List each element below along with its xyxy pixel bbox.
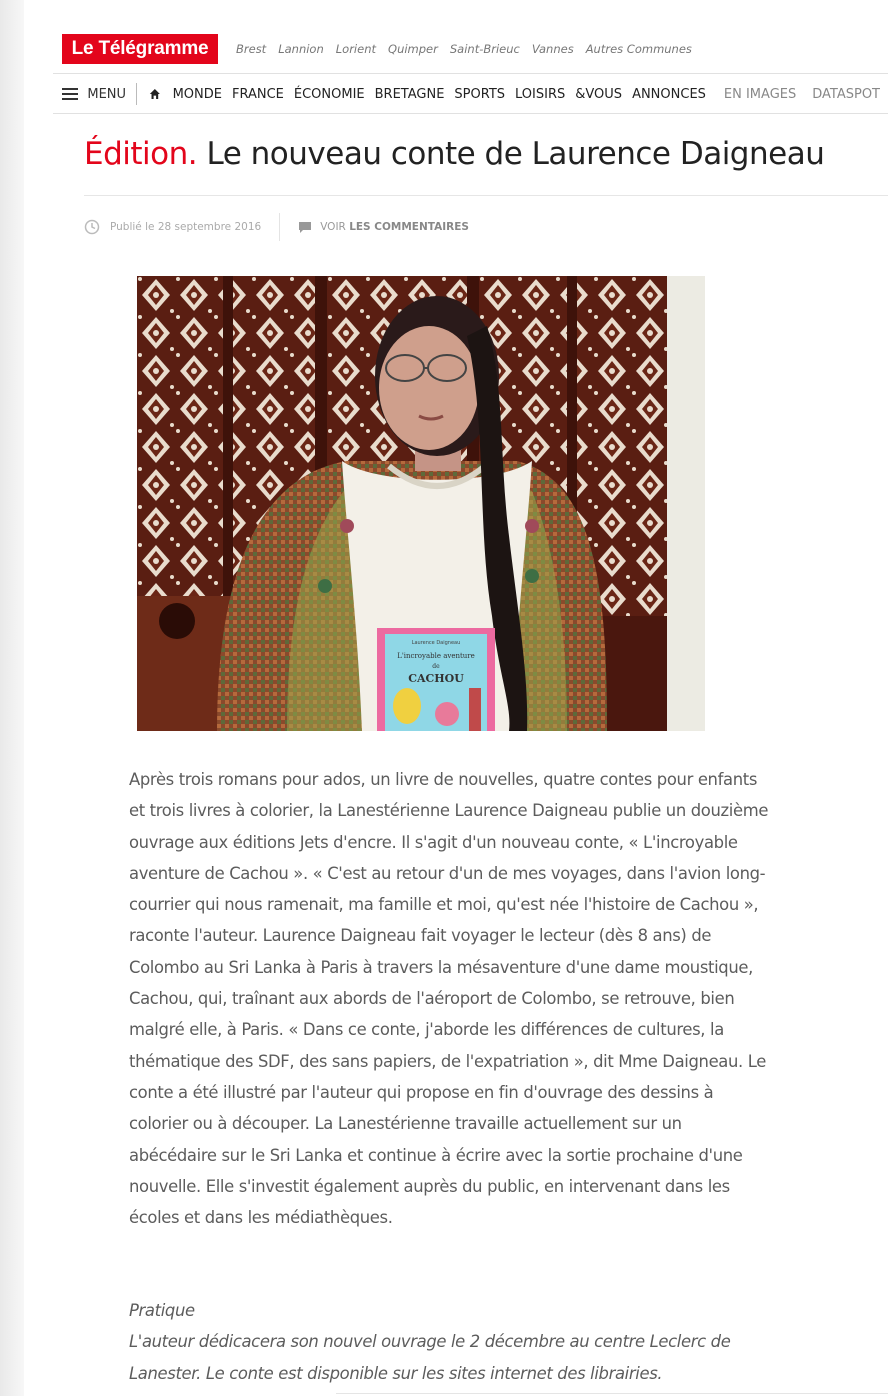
main-nav [62, 82, 888, 106]
article-photo [137, 276, 705, 731]
commune-link-lorient[interactable]: Lorient [335, 42, 377, 56]
article-body [129, 764, 769, 1233]
commune-link-lannion[interactable]: Lannion [278, 42, 324, 56]
nav-separator [136, 83, 137, 105]
page-left-gutter [0, 0, 24, 1396]
clock-icon [84, 219, 100, 235]
nav-item-sports[interactable]: SPORTS [454, 86, 506, 102]
comment-icon[interactable] [298, 221, 312, 234]
view-comments-prefix: VOIR [320, 221, 346, 233]
home-icon[interactable] [149, 87, 161, 101]
nav-item-en-images[interactable]: EN IMAGES [723, 86, 797, 102]
footer-divider [336, 1393, 888, 1394]
nav-divider-bottom [53, 113, 888, 114]
article-kicker: Édition. [84, 136, 198, 172]
nav-item-vous[interactable]: &VOUS [575, 86, 623, 102]
nav-item-annonces[interactable]: ANNONCES [632, 86, 706, 102]
commune-link-brest[interactable]: Brest [236, 42, 267, 56]
view-comments-label: LES COMMENTAIRES [349, 221, 469, 233]
nav-item-economie[interactable]: ÉCONOMIE [293, 86, 365, 102]
article-title-text: Le nouveau conte de Laurence Daigneau [206, 136, 825, 172]
nav-item-france[interactable]: FRANCE [231, 86, 284, 102]
pratique-label: Pratique [129, 1301, 195, 1320]
book-title-line2: de [432, 663, 440, 670]
nav-item-loisirs[interactable]: LOISIRS [515, 86, 566, 102]
nav-item-monde[interactable]: MONDE [172, 86, 222, 102]
meta-separator [279, 213, 280, 241]
article-title [84, 132, 888, 176]
nav-item-dataspot[interactable]: DATASPOT [812, 86, 880, 102]
pratique-text: L'auteur dédicacera son nouvel ouvrage le 2 décembre au centre Leclerc de Lanester. Le conte est disponible sur les sites internet des librairies. [129, 1332, 731, 1383]
commune-link-vannes[interactable]: Vannes [531, 42, 574, 56]
menu-button[interactable]: MENU [87, 86, 127, 102]
view-comments-link[interactable] [320, 221, 469, 233]
title-divider [84, 195, 888, 196]
pratique-section [129, 1295, 789, 1389]
nav-divider-top [53, 73, 888, 74]
hamburger-menu-icon[interactable] [62, 88, 75, 100]
commune-link-autres[interactable]: Autres Communes [585, 42, 692, 56]
article-paragraph: Après trois romans pour ados, un livre de nouvelles, quatre contes pour enfants et trois livres à colorier, la Lanestérienne Laurence Daigneau publie un douzième ouvrage aux éditions Jets d'encre. Il s'agit d'un nouveau conte, « L'incroyable aventure de Cachou ». « C'est au retour d'un de mes voyages, dans l'avion long-courrier qui nous ramenait, ma famille et moi, qu'est née l'histoire de Cachou », raconte l'auteur. Laurence Daigneau fait voyager le lecteur (dès 8 ans) de Colombo au Sri Lanka à Paris à travers la mésaventure d'une dame moustique, Cachou, qui, traînant aux abords de l'aéroport de Colombo, se retrouve, bien malgré elle, à Paris. « Dans ce conte, j'aborde les différences de cultures, la thématique des SDF, des sans papiers, de l'expatriation », dit Mme Daigneau. Le conte a été illustré par l'auteur qui propose en fin d'ouvrage des dessins à colorier ou à découper. La Lanestérienne travaille actuellement sur un abécédaire sur le Sri Lanka et continue à écrire avec la sortie prochaine d'une nouvelle. Elle s'investit également auprès du public, en intervenant dans les écoles et dans les médiathèques. [129, 770, 769, 1228]
communes-nav [236, 42, 692, 56]
commune-link-saint-brieuc[interactable]: Saint-Brieuc [449, 42, 520, 56]
nav-item-bretagne[interactable]: BRETAGNE [374, 86, 445, 102]
site-logo[interactable]: Le Télégramme [62, 34, 218, 64]
publish-date: Publié le 28 septembre 2016 [110, 221, 262, 233]
book-title-line3: CACHOU [408, 672, 464, 685]
book-author: Laurence Daigneau [411, 640, 461, 646]
article-meta [84, 212, 469, 242]
commune-link-quimper[interactable]: Quimper [388, 42, 438, 56]
book-title-line1: L'incroyable aventure [397, 652, 475, 660]
